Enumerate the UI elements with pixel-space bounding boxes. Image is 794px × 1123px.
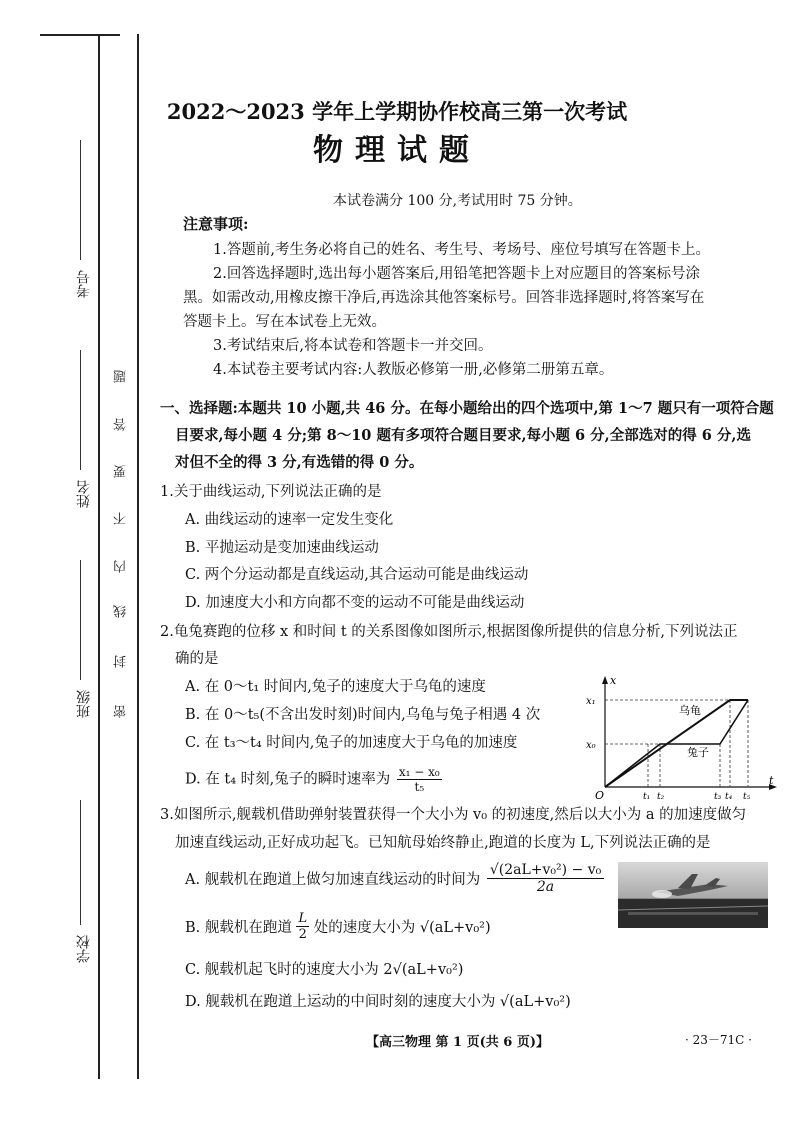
question-2-option-d[interactable] [185,765,442,794]
notice-item: 4.本试卷主要考试内容:人教版必修第一册,必修第二册第五章。 [213,362,614,378]
question-2-option-c[interactable]: C. 在 t₃～t₄ 时间内,兔子的加速度大于乌龟的加速度 [185,735,518,751]
school-blank[interactable] [80,800,81,925]
exam-subject-title: 物理试题 [313,133,481,168]
exam-no-label: 考号 [76,270,92,298]
fraction-denominator: t₅ [414,780,425,794]
y-tick-label: x₁ [586,696,596,707]
seal-char: 内 [114,560,129,573]
page-footer: 【高三物理 第 1 页(共 6 页)】 [366,1035,550,1050]
class-label: 班级 [76,690,92,718]
tortoise-label: 乌龟 [679,704,701,717]
fraction-numerator: L [298,911,308,926]
x-axis-label: t [769,774,774,787]
question-3-option-d[interactable]: D. 舰载机在跑道上运动的中间时刻的速度大小为 √(aL+v₀²) [185,994,571,1010]
question-2-option-d-text: D. 在 t₄ 时刻,兔子的瞬时速率为 [185,771,391,788]
name-blank[interactable] [80,350,81,470]
question-3-stem: 加速直线运动,正好成功起飞。已知航母始终静止,跑道的长度为 L,下列说法正确的是 [175,835,711,851]
y-axis-label: x [610,674,617,687]
section-instruction: 目要求,每小题 4 分;第 8～10 题有多项符合题目要求,每小题 6 分,全部选对的得 6 分,选 [175,427,751,444]
top-left-rule [40,34,120,36]
fraction-denominator: 2a [536,879,555,895]
question-2-stem: 2.龟兔赛跑的位移 x 和时间 t 的关系图像如图所示,根据图像所提供的信息分析,下列说法正 [160,624,738,640]
question-3-option-a[interactable] [185,862,604,895]
margin-line-outer [98,34,100,1079]
question-2-stem: 确的是 [175,651,219,667]
question-3-option-a-fraction [487,862,604,895]
section-instruction: 一、选择题:本题共 10 小题,共 46 分。在每小题给出的四个选项中,第 1～7 题只有一项符合题 [160,400,774,417]
question-3-option-b-text-2: 处的速度大小为 √(aL+v₀²) [313,920,491,936]
section-instruction: 对但不全的得 3 分,有选错的得 0 分。 [175,454,424,471]
x-tick-label: t₅ [743,792,751,802]
question-2-option-a[interactable]: A. 在 0～t₁ 时间内,兔子的速度大于乌龟的速度 [185,679,486,695]
x-tick-label: t₄ [725,792,733,802]
seal-char: 封 [114,655,129,668]
question-2-option-d-fraction [397,765,442,794]
seal-char: 要 [114,465,129,478]
fraction-numerator: x₁ − x₀ [398,765,440,779]
school-label: 学校 [76,935,92,963]
question-3-option-b-text: B. 舰载机在跑道 [185,920,292,936]
fraction-denominator: 2 [298,927,307,942]
origin-label: O [595,789,605,802]
notice-heading: 注意事项: [183,215,249,233]
exam-info: 本试卷满分 100 分,考试用时 75 分钟。 [333,193,582,209]
question-2-option-b[interactable]: B. 在 0～t₅(不含出发时刻)时间内,乌龟与兔子相遇 4 次 [185,707,541,723]
x-tick-label: t₃ [714,792,722,802]
paper-code: · 23－71C · [685,1033,752,1047]
x-tick-label: t₁ [643,792,651,802]
notice-item: 答题卡上。写在本试卷上无效。 [183,314,386,330]
fraction-numerator: √(2aL+v₀²) − v₀ [487,862,604,879]
notice-item: 2.回答选择题时,选出每小题答案后,用铅笔把答题卡上对应题目的答案标号涂 [213,266,701,282]
seal-char: 线 [114,605,129,618]
question-3-option-b[interactable] [185,911,491,942]
question-1-option-d[interactable]: D. 加速度大小和方向都不变的运动不可能是曲线运动 [185,595,525,611]
question-3-option-a-text: A. 舰载机在跑道上做匀加速直线运动的时间为 [185,872,481,888]
carrier-jet-photo [618,862,768,928]
notice-item: 1.答题前,考生务必将自己的姓名、考生号、考场号、座位号填写在答题卡上。 [213,242,710,258]
seal-char: 答 [114,418,129,431]
class-blank[interactable] [80,560,81,680]
name-label: 姓名 [76,480,92,508]
race-position-time-graph [583,672,783,802]
question-3-option-b-fraction [296,911,309,942]
margin-line-inner [137,34,139,1079]
seal-char: 题 [114,370,129,383]
question-1-option-c[interactable]: C. 两个分运动都是直线运动,其合运动可能是曲线运动 [185,567,529,583]
rabbit-line [605,700,748,787]
question-1-option-b[interactable]: B. 平抛运动是变加速曲线运动 [185,540,379,556]
question-1-option-a[interactable]: A. 曲线运动的速率一定发生变化 [185,512,394,528]
notice-item: 3.考试结束后,将本试卷和答题卡一并交回。 [213,338,493,354]
question-3-stem: 3.如图所示,舰载机借助弹射装置获得一个大小为 v₀ 的初速度,然后以大小为 a 的加速度做匀 [160,807,747,823]
question-1-stem: 1.关于曲线运动,下列说法正确的是 [160,484,382,500]
rabbit-label: 兔子 [687,746,709,759]
notice-item: 黑。如需改动,用橡皮擦干净后,再选涂其他答案标号。回答非选择题时,将答案写在 [183,290,705,306]
x-tick-label: t₂ [657,792,665,802]
seal-char: 密 [114,705,129,718]
jet-icon [618,862,768,928]
exam-title: 2022～2023 学年上学期协作校高三第一次考试 [166,99,628,124]
seal-char: 不 [114,512,129,525]
question-3-option-c[interactable]: C. 舰载机起飞时的速度大小为 2√(aL+v₀²) [185,962,464,978]
y-tick-label: x₀ [586,740,596,751]
y-axis-arrow [602,676,608,684]
